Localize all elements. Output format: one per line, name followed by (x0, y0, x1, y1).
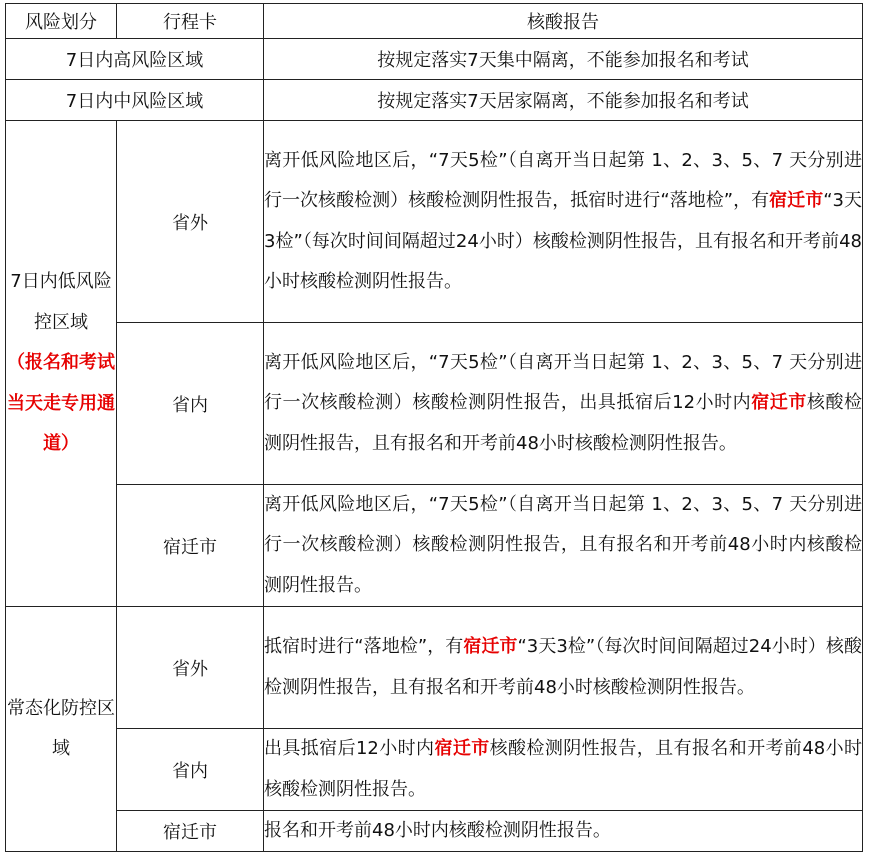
normal-region-label: 常态化防控区域 (7, 697, 115, 760)
report-text: 核酸检测阴性报告，且有报名和开考前48小时核酸检测阴性报告。 (264, 392, 863, 454)
header-risk-category: 风险划分 (6, 4, 117, 39)
normal-outside-report (264, 607, 863, 729)
low-risk-region-cell (6, 121, 117, 607)
city-highlight: 宿迁市 (434, 738, 490, 760)
mid-risk-row (6, 80, 863, 121)
header-nucleic-report: 核酸报告 (264, 4, 863, 39)
high-risk-report: 按规定落实7天集中隔离，不能参加报名和考试 (264, 39, 863, 80)
report-text: 离开低风险地区后，“7天5检”（自离开当日起第 1、2、3、5、7 天分别进行一次核酸检测）核酸检测阴性报告，抵宿时进行“落地检”，有 (264, 150, 862, 212)
low-risk-city-report: 离开低风险地区后，“7天5检”（自离开当日起第 1、2、3、5、7 天分别进行一次核酸检测）核酸检测阴性报告，且有报名和开考前48小时内核酸检测阴性报告。 (264, 485, 863, 607)
normal-row-city (6, 811, 863, 852)
low-risk-row-city (6, 485, 863, 607)
city-highlight: 宿迁市 (769, 190, 824, 212)
trip-suqian-city: 宿迁市 (117, 485, 264, 607)
mid-risk-report: 按规定落实7天居家隔离，不能参加报名和考试 (264, 80, 863, 121)
high-risk-region: 7日内高风险区域 (6, 39, 264, 80)
high-risk-row (6, 39, 863, 80)
report-text: 核酸检测阴性报告，且有报名和开考前48小时核酸检测阴性报告。 (264, 738, 863, 800)
city-highlight: 宿迁市 (463, 636, 518, 658)
low-risk-inside-report (264, 323, 863, 485)
low-risk-row-outside (6, 121, 863, 323)
report-text: 出具抵宿后12小时内 (264, 738, 435, 760)
low-risk-row-inside (6, 323, 863, 485)
trip-inside-province: 省内 (117, 323, 264, 485)
special-channel-note: （报名和考试当天走专用通道） (7, 352, 115, 455)
normal-row-outside (6, 607, 863, 729)
low-risk-outside-report (264, 121, 863, 323)
trip-outside-province: 省外 (117, 607, 264, 729)
trip-suqian-city: 宿迁市 (117, 811, 264, 852)
normal-row-inside (6, 729, 863, 811)
report-text: 抵宿时进行“落地检”，有 (264, 636, 464, 658)
report-text: “3天3检”（每次时间间隔超过24小时）核酸检测阴性报告，且有报名和开考前48小时核酸检测阴性报告。 (264, 190, 863, 292)
low-risk-region-label: 7日内低风险控区域 (10, 271, 112, 333)
trip-outside-province: 省外 (117, 121, 264, 323)
normal-inside-report (264, 729, 863, 811)
normal-city-report: 报名和开考前48小时内核酸检测阴性报告。 (264, 811, 863, 852)
header-row (6, 4, 863, 39)
policy-table (5, 3, 863, 852)
mid-risk-region: 7日内中风险区域 (6, 80, 264, 121)
trip-inside-province: 省内 (117, 729, 264, 811)
header-trip-card: 行程卡 (117, 4, 264, 39)
city-highlight: 宿迁市 (751, 392, 807, 414)
report-text: “3天3检”（每次时间间隔超过24小时）核酸检测阴性报告，且有报名和开考前48小时核酸检测阴性报告。 (264, 636, 862, 698)
normal-region-cell (6, 607, 117, 852)
report-text: 离开低风险地区后，“7天5检”（自离开当日起第 1、2、3、5、7 天分别进行一次核酸检测）核酸检测阴性报告，出具抵宿后12小时内 (264, 352, 862, 414)
